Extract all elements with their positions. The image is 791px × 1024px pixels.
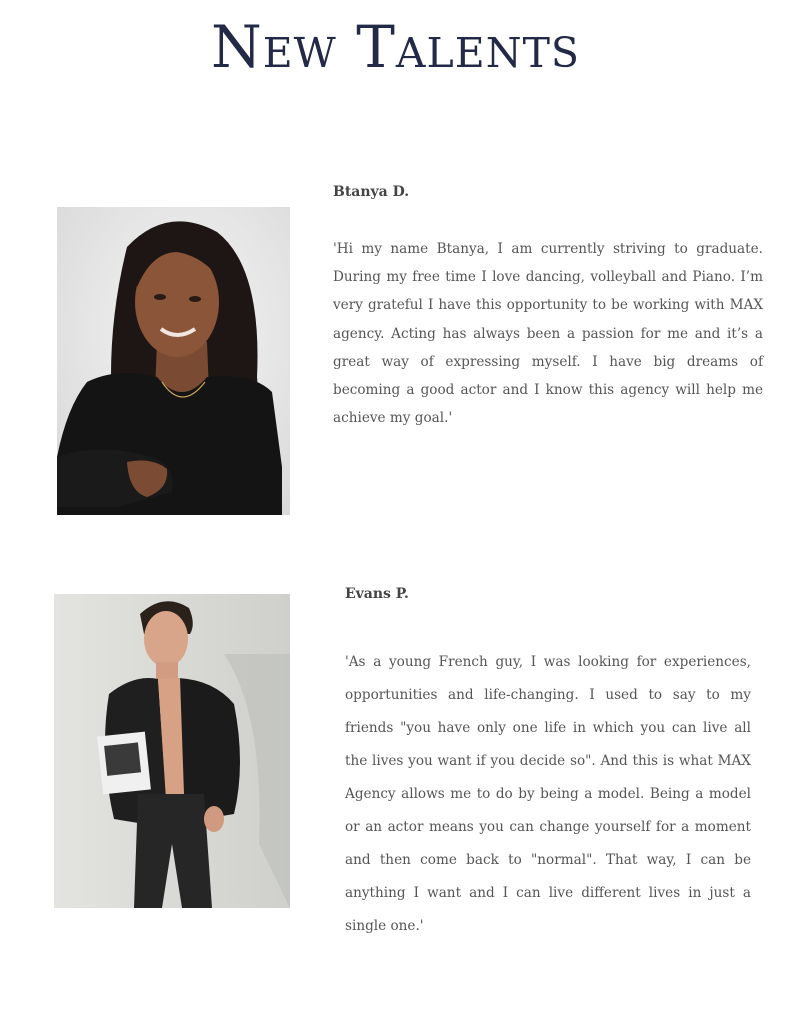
talent-name: Btanya D. bbox=[333, 184, 410, 200]
talent-name: Evans P. bbox=[345, 586, 409, 602]
talent-photo-evans bbox=[54, 594, 290, 908]
talent-photo-btanya bbox=[57, 207, 290, 515]
talent-quote: 'Hi my name Btanya, I am currently striving to graduate. During my free time I love dancing, volleyball and Piano. I’m very grateful I have this opportunity to be working with MAX agency. Acting has always been a passion for me and it’s a great way of expressing myself. I have big dreams of becoming a good actor and I know this agency will help me achieve my goal.' bbox=[333, 241, 763, 427]
page-title: New Talents bbox=[210, 13, 581, 81]
talent-quote: 'As a young French guy, I was looking for experiences, opportunities and life-changing. I used to say to my friends "you have only one life in which you can live all the lives you want if you decide so". And this is what MAX Agency allows me to do by being a model. Being a model or an actor means you can change yourself for a moment and then come back to "normal". That way, I can be anything I want and I can live different lives in just a single one.' bbox=[345, 654, 751, 934]
